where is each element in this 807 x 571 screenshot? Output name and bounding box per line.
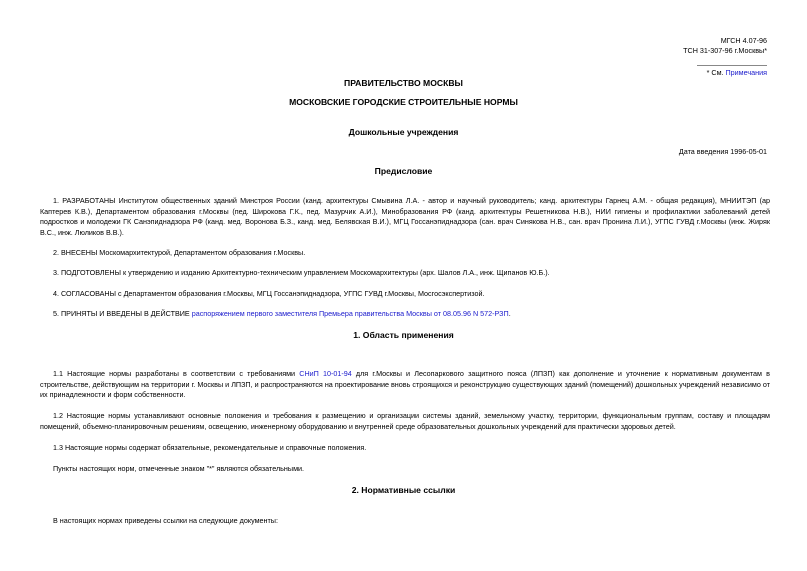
preface-item-5-text: 5. ПРИНЯТЫ И ВВЕДЕНЫ В ДЕЙСТВИЕ: [53, 309, 192, 318]
order-link-part1[interactable]: распоряжением первого заместителя: [191, 309, 319, 318]
footnote: [707, 68, 767, 79]
section-1-title: 1. Область применения: [353, 330, 454, 340]
effective-date: Дата введения 1996-05-01: [678, 147, 767, 156]
norms-title: МОСКОВСКИЕ ГОРОДСКИЕ СТРОИТЕЛЬНЫЕ НОРМЫ: [289, 97, 518, 107]
footnote-link[interactable]: Примечания: [725, 68, 767, 77]
clause-1-2: 1.2 Настоящие нормы устанавливают основные положения и требования к размещению и организации системы зданий, земельному участку, территории, функциональным группам, составу и площадям помещений, объемно-планировочным решениям, освещению, инженерному оборудованию и внутренней среде образовательных дошкольных учреждений для практически здоровых детей.: [40, 411, 770, 431]
preface-item-1: 1. РАЗРАБОТАНЫ Институтом общественных зданий Минстроя России (канд. архитектуры Смывина Л.А. - автор и научный руководитель; канд. архитектуры Гарнец А.М. - общая редакция), МНИИТЭП (ар Каптерев К.В.), Департаментом образования г.Москвы (пед. Широкова Г.К., пед. Мазурчик А.И.), Минобразования РФ (канд. архитектуры Решетникова Н.В.), НИИ гигиены и профилактики заболеваний детей подростков и молодежи ГК Санэпиднадзора РФ (канд. мед. Воронова Б.З., канд. мед. Белявская В.И.), МГЦ Госсанэпиднадзора (сан. врач Синякова Н.В., сан. врач Пронина Л.И.), УГПС ГУВД г.Москвы (инж. Жиряк В.С., инж. Люликов В.В.).: [40, 196, 770, 237]
clause-2-1: В настоящих нормах приведены ссылки на следующие документы:: [53, 516, 278, 525]
preface-item-4: 4. СОГЛАСОВАНЫ с Департаментом образования г.Москвы, МГЦ Госсанэпиднадзора, УГПС ГУВД г.Москвы, Мосгосэкспертизой.: [53, 289, 485, 298]
footnote-divider: [697, 65, 767, 66]
order-link-part2[interactable]: Премьера правительства Москвы от 08.05.96 N 572-РЗП: [319, 309, 509, 318]
clause-1-1: [40, 369, 770, 401]
preface-item-5: [40, 309, 770, 320]
subject-title: Дошкольные учреждения: [348, 127, 459, 137]
footnote-prefix: * См.: [706, 68, 726, 77]
section-2-title: 2. Нормативные ссылки: [351, 485, 456, 495]
preface-item-5-end: .: [508, 309, 511, 318]
preface-item-2: 2. ВНЕСЕНЫ Москомархитектурой, Департаментом образования г.Москвы.: [53, 248, 306, 257]
clause-1-1-prefix: 1.1 Настоящие нормы разработаны в соответствии с требованиями: [53, 369, 300, 378]
tsn-code: ТСН 31-307-96 г.Москвы*: [683, 46, 767, 55]
clause-1-1-suffix: для г.Москвы и Лесопаркового защитного пояса (ЛПЗП) как дополнение и уточнение к нормативным документам в строительстве, действующим на территории г. Москвы и ЛПЗП, и распространяются на проектирование вновь строящихся и реконструкцию существующих зданий (помещений) дошкольных учреждений независимо от их принадлежности и форм собственности.: [40, 369, 770, 399]
clause-1-4: Пункты настоящих норм, отмеченные знаком "*" являются обязательными.: [53, 464, 305, 473]
clause-1-3: 1.3 Настоящие нормы содержат обязательные, рекомендательные и справочные положения.: [53, 443, 367, 452]
government-title: ПРАВИТЕЛЬСТВО МОСКВЫ: [344, 78, 463, 88]
snip-link[interactable]: СНиП 10-01-94: [299, 369, 352, 378]
norm-code: МГСН 4.07-96: [720, 36, 767, 45]
preface-title: Предисловие: [374, 166, 433, 176]
preface-item-3: 3. ПОДГОТОВЛЕНЫ к утверждению и изданию Архитектурно-техническим управлением Москомархитектуры (арх. Шалов Л.А., инж. Щипанов Ю.Б.).: [53, 268, 550, 277]
